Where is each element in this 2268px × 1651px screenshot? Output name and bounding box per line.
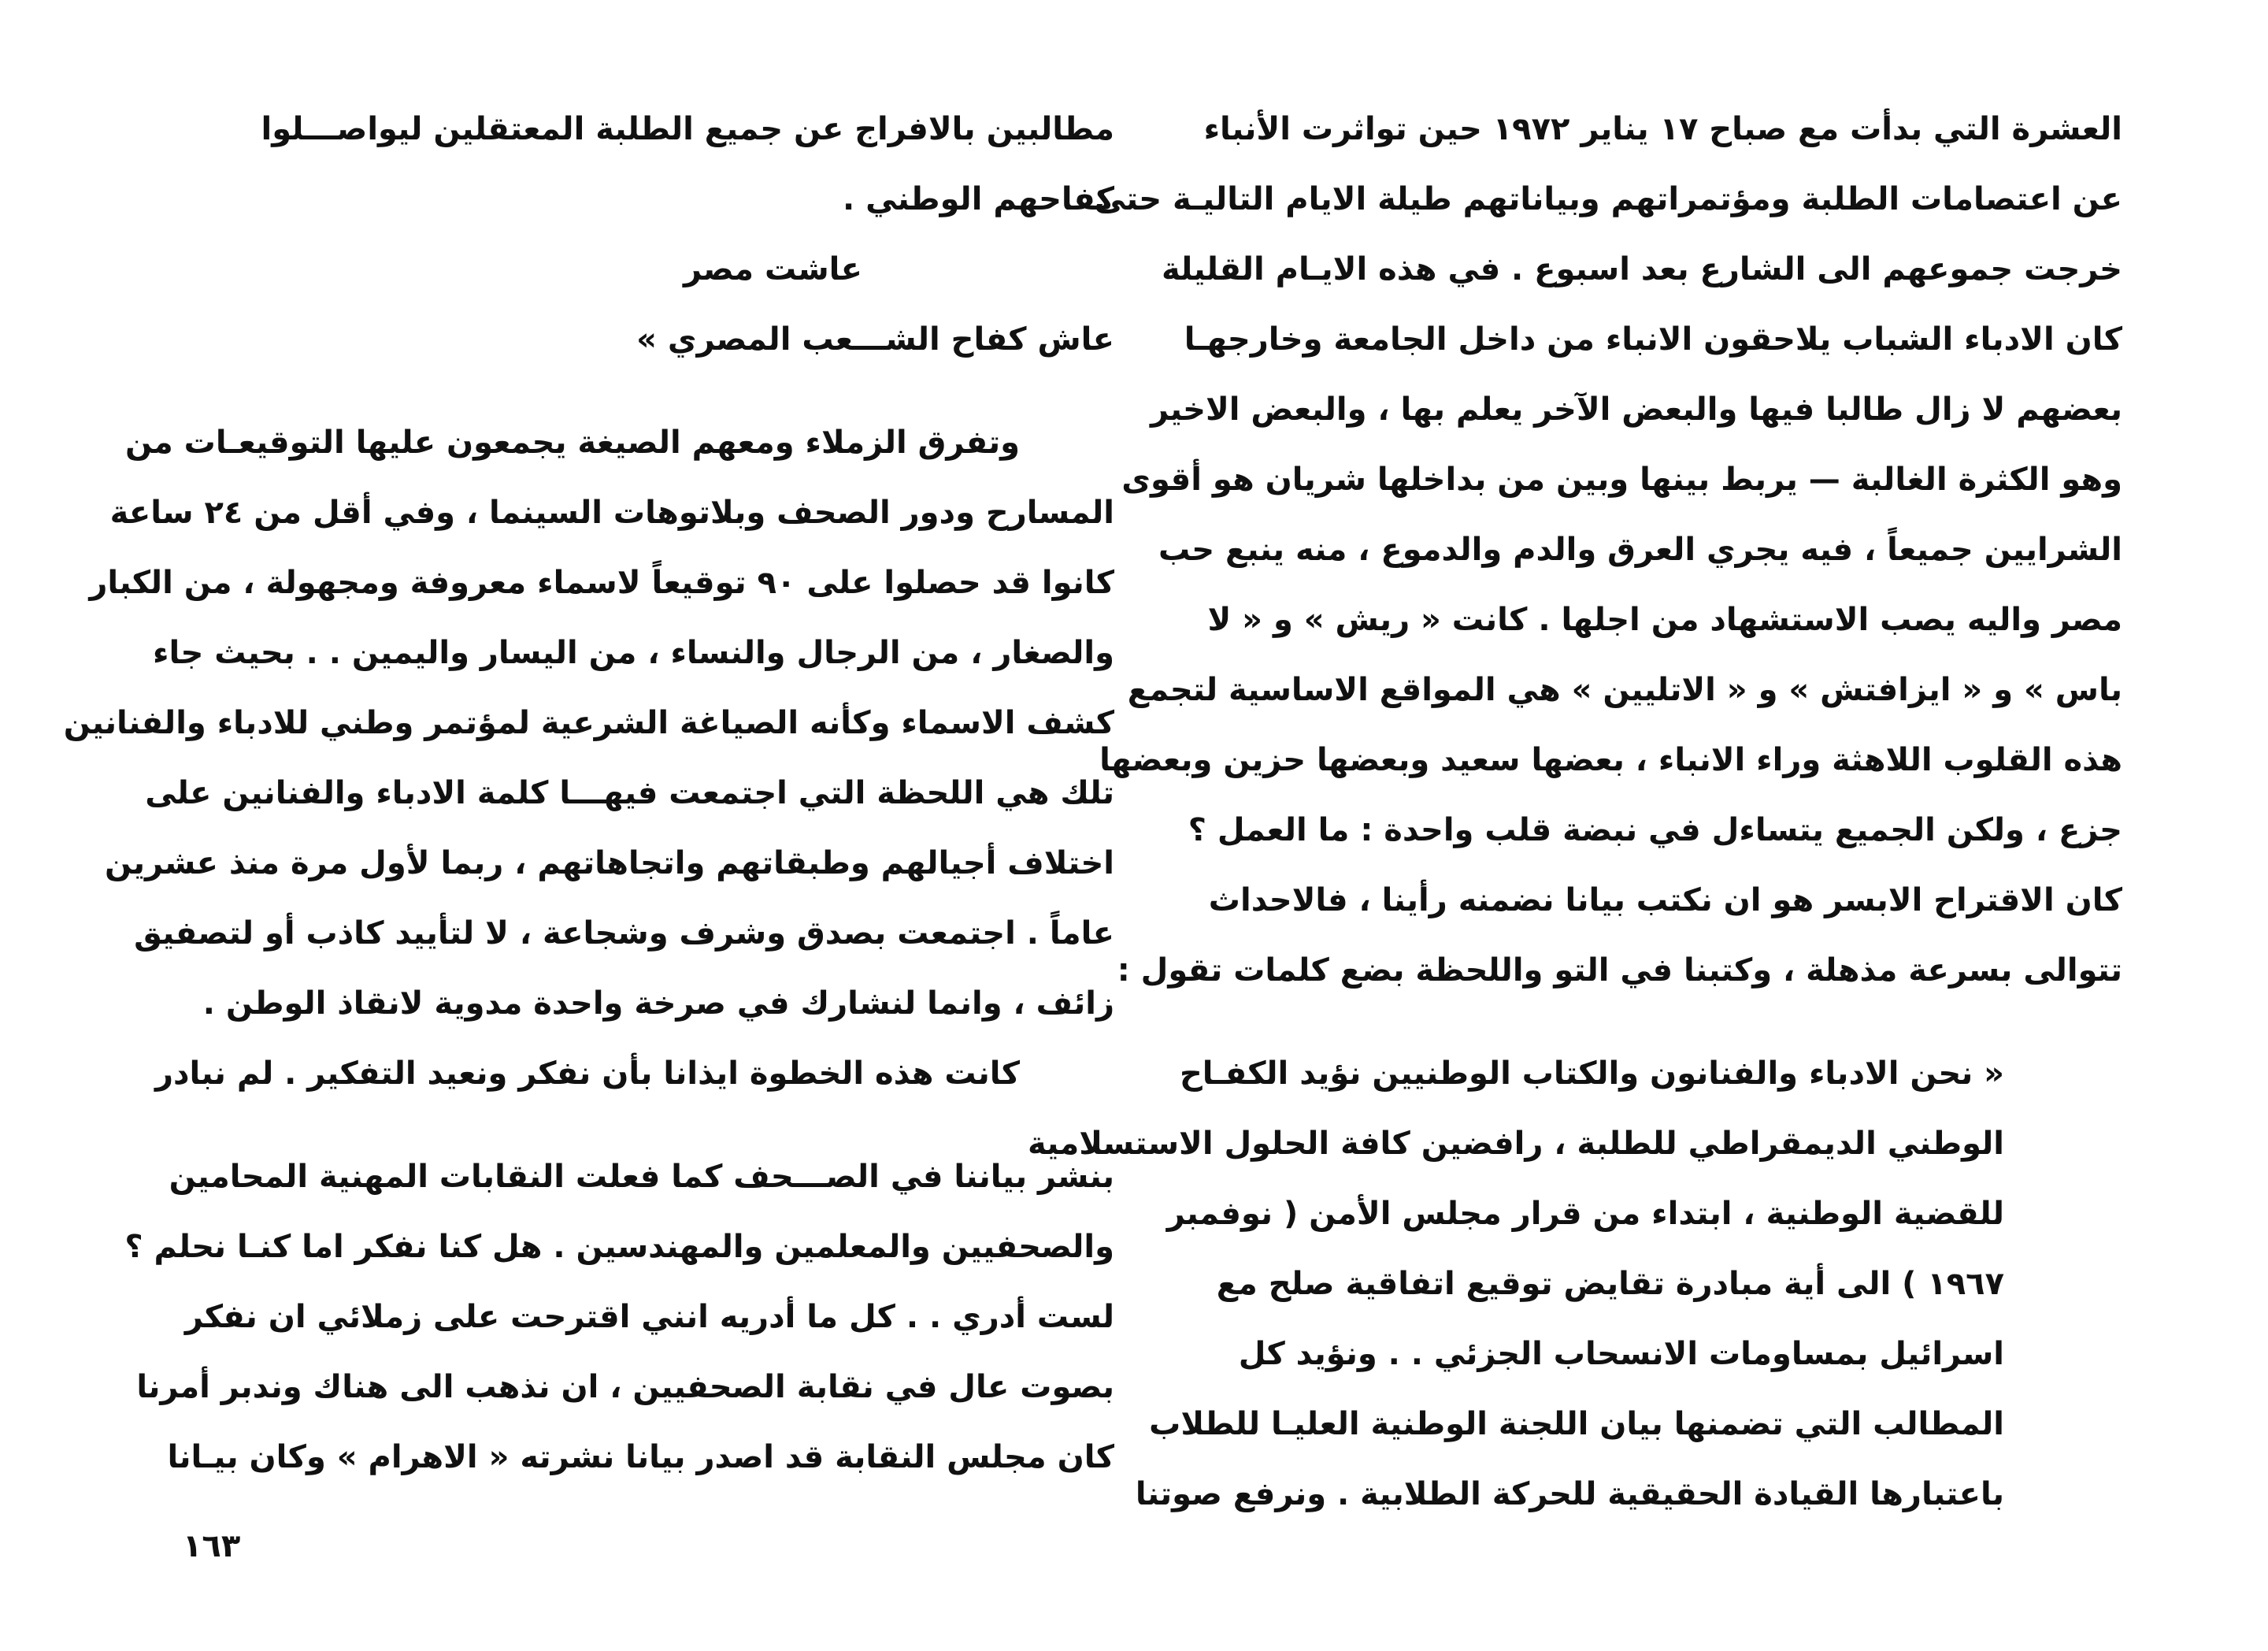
left-page-column — [63, 95, 1114, 1493]
text-line: اختلاف أجيالهم وطبقاتهم واتجاهاتهم ، ربما لأول مرة منذ عشرين — [105, 845, 1114, 881]
quote-line: اسرائيل بمساومات الانسحاب الجزئي . . ونؤيد كل — [1238, 1336, 2004, 1372]
text-line: مصر واليه يصب الاستشهاد من اجلها . كانت « ريش » و « لا — [1207, 602, 2122, 638]
text-line: كان مجلس النقابة قد اصدر بيانا نشرته « الاهرام » وكان بيـانا — [167, 1439, 1114, 1475]
text-line: كان الاقتراح الابسر هو ان نكتب بيانا نضمنه رأينا ، فالاحداث — [1208, 882, 2122, 918]
text-line: بعضهم لا زال طالبا فيها والبعض الآخر يعلم بها ، والبعض الاخير — [1150, 391, 2122, 428]
text-line: عن اعتصامات الطلبة ومؤتمراتهم وبياناتهم طيلة الايام التاليـة حتى — [1094, 181, 2122, 217]
text-line: هذه القلوب اللاهثة وراء الانباء ، بعضها سعيد وبعضها حزين وبعضها — [1099, 742, 2122, 778]
text-line: جزع ، ولكن الجميع يتساءل في نبضة قلب واحدة : ما العمل ؟ — [1188, 812, 2122, 848]
text-line: تلك هي اللحظة التي اجتمعت فيهـــا كلمة الادباء والفنانين على — [145, 775, 1114, 811]
page-number: ١٦٣ — [183, 1528, 241, 1564]
quote-line: الوطني الديمقراطي للطلبة ، رافضين كافة الحلول الاستسلامية — [1027, 1126, 2004, 1162]
paragraph-gap — [1177, 1006, 2122, 1039]
text-line: باس » و « ايزافتش » و « الاتليين » هي المواقع الاساسية لتجمع — [1127, 672, 2122, 708]
quote-line: المطالب التي تضمنها بيان اللجنة الوطنية العليـا للطلاب — [1149, 1406, 2004, 1442]
quote-line: باعتبارها القيادة الحقيقية للحركة الطلابية . ونرفع صوتنا — [1135, 1476, 2004, 1512]
text-line: والصغار ، من الرجال والنساء ، من اليسار واليمين . . بحيث جاء — [153, 635, 1114, 671]
quote-line: للقضية الوطنية ، ابتداء من قرار مجلس الأمن ( نوفمبر — [1166, 1196, 2004, 1232]
quote-line: « نحن الادباء والفنانون والكتاب الوطنيين نؤيد الكفـاح — [1179, 1056, 2004, 1092]
text-line: زائف ، وانما لنشارك في صرخة واحدة مدوية لانقاذ الوطن . — [202, 985, 1114, 1022]
text-line: عاماً . اجتمعت بصدق وشرف وشجاعة ، لا لتأييد كاذب أو لتصفيق — [134, 915, 1114, 952]
paragraph-gap — [201, 1109, 1114, 1142]
quote-line: مطالبين بالافراج عن جميع الطلبة المعتقلين ليواصـــلوا — [261, 111, 1114, 147]
right-page-column — [1027, 95, 2122, 1530]
closing-slogan: عاش كفاح الشـــعب المصري » — [636, 321, 1114, 358]
quote-line: كفاحهم الوطني . — [843, 181, 1114, 217]
closing-slogan: عاشت مصر — [683, 251, 862, 288]
text-line: بصوت عال في نقابة الصحفيين ، ان نذهب الى هناك وندبر أمرنا — [136, 1369, 1114, 1405]
text-line: كانت هذه الخطوة ايذانا بأن نفكر ونعيد التفكير . لم نبادر — [154, 1056, 1020, 1092]
text-line: كانوا قد حصلوا على ٩٠ توقيعاً لاسماء معروفة ومجهولة ، من الكبار — [89, 565, 1114, 601]
text-line: العشرة التي بدأت مع صباح ١٧ يناير ١٩٧٢ حين تواثرت الأنباء — [1203, 111, 2122, 147]
quote-line: ١٩٦٧ ) الى أية مبادرة تقايض توقيع اتفاقية صلح مع — [1216, 1266, 2004, 1302]
text-line: تتوالى بسرعة مذهلة ، وكتبنا في التو واللحظة بضع كلمات تقول : — [1117, 952, 2122, 989]
statement-quote — [1027, 1039, 2122, 1530]
text-line: والصحفيين والمعلمين والمهندسين . هل كنا نفكر اما كنـا نحلم ؟ — [124, 1229, 1114, 1265]
text-line: المسارح ودور الصحف وبلاتوهات السينما ، وفي أقل من ٢٤ ساعة — [109, 495, 1114, 531]
text-line: كشف الاسماء وكأنه الصياغة الشرعية لمؤتمر وطني للادباء والفنانين — [63, 705, 1114, 741]
text-line: وتفرق الزملاء ومعهم الصيغة يجمعون عليها التوقيعـات من — [124, 425, 1020, 461]
text-line: بنشر بياننا في الصـــحف كما فعلت النقابات المهنية المحامين — [169, 1159, 1114, 1195]
paragraph-gap — [201, 375, 1114, 408]
text-line: الشرايين جميعاً ، فيه يجري العرق والدم والدموع ، منه ينبع حب — [1158, 532, 2122, 568]
text-line: خرجت جموعهم الى الشارع بعد اسبوع . في هذه الايـام القليلة — [1161, 251, 2122, 288]
text-line: لست أدري . . كل ما أدريه انني اقترحت على زملائي ان نفكر — [184, 1299, 1114, 1335]
text-line: وهو الكثرة الغالبة — يربط بينها وبين من بداخلها شريان هو أقوى — [1121, 462, 2122, 498]
text-line: كان الادباء الشباب يلاحقون الانباء من داخل الجامعة وخارجهـا — [1184, 321, 2122, 358]
